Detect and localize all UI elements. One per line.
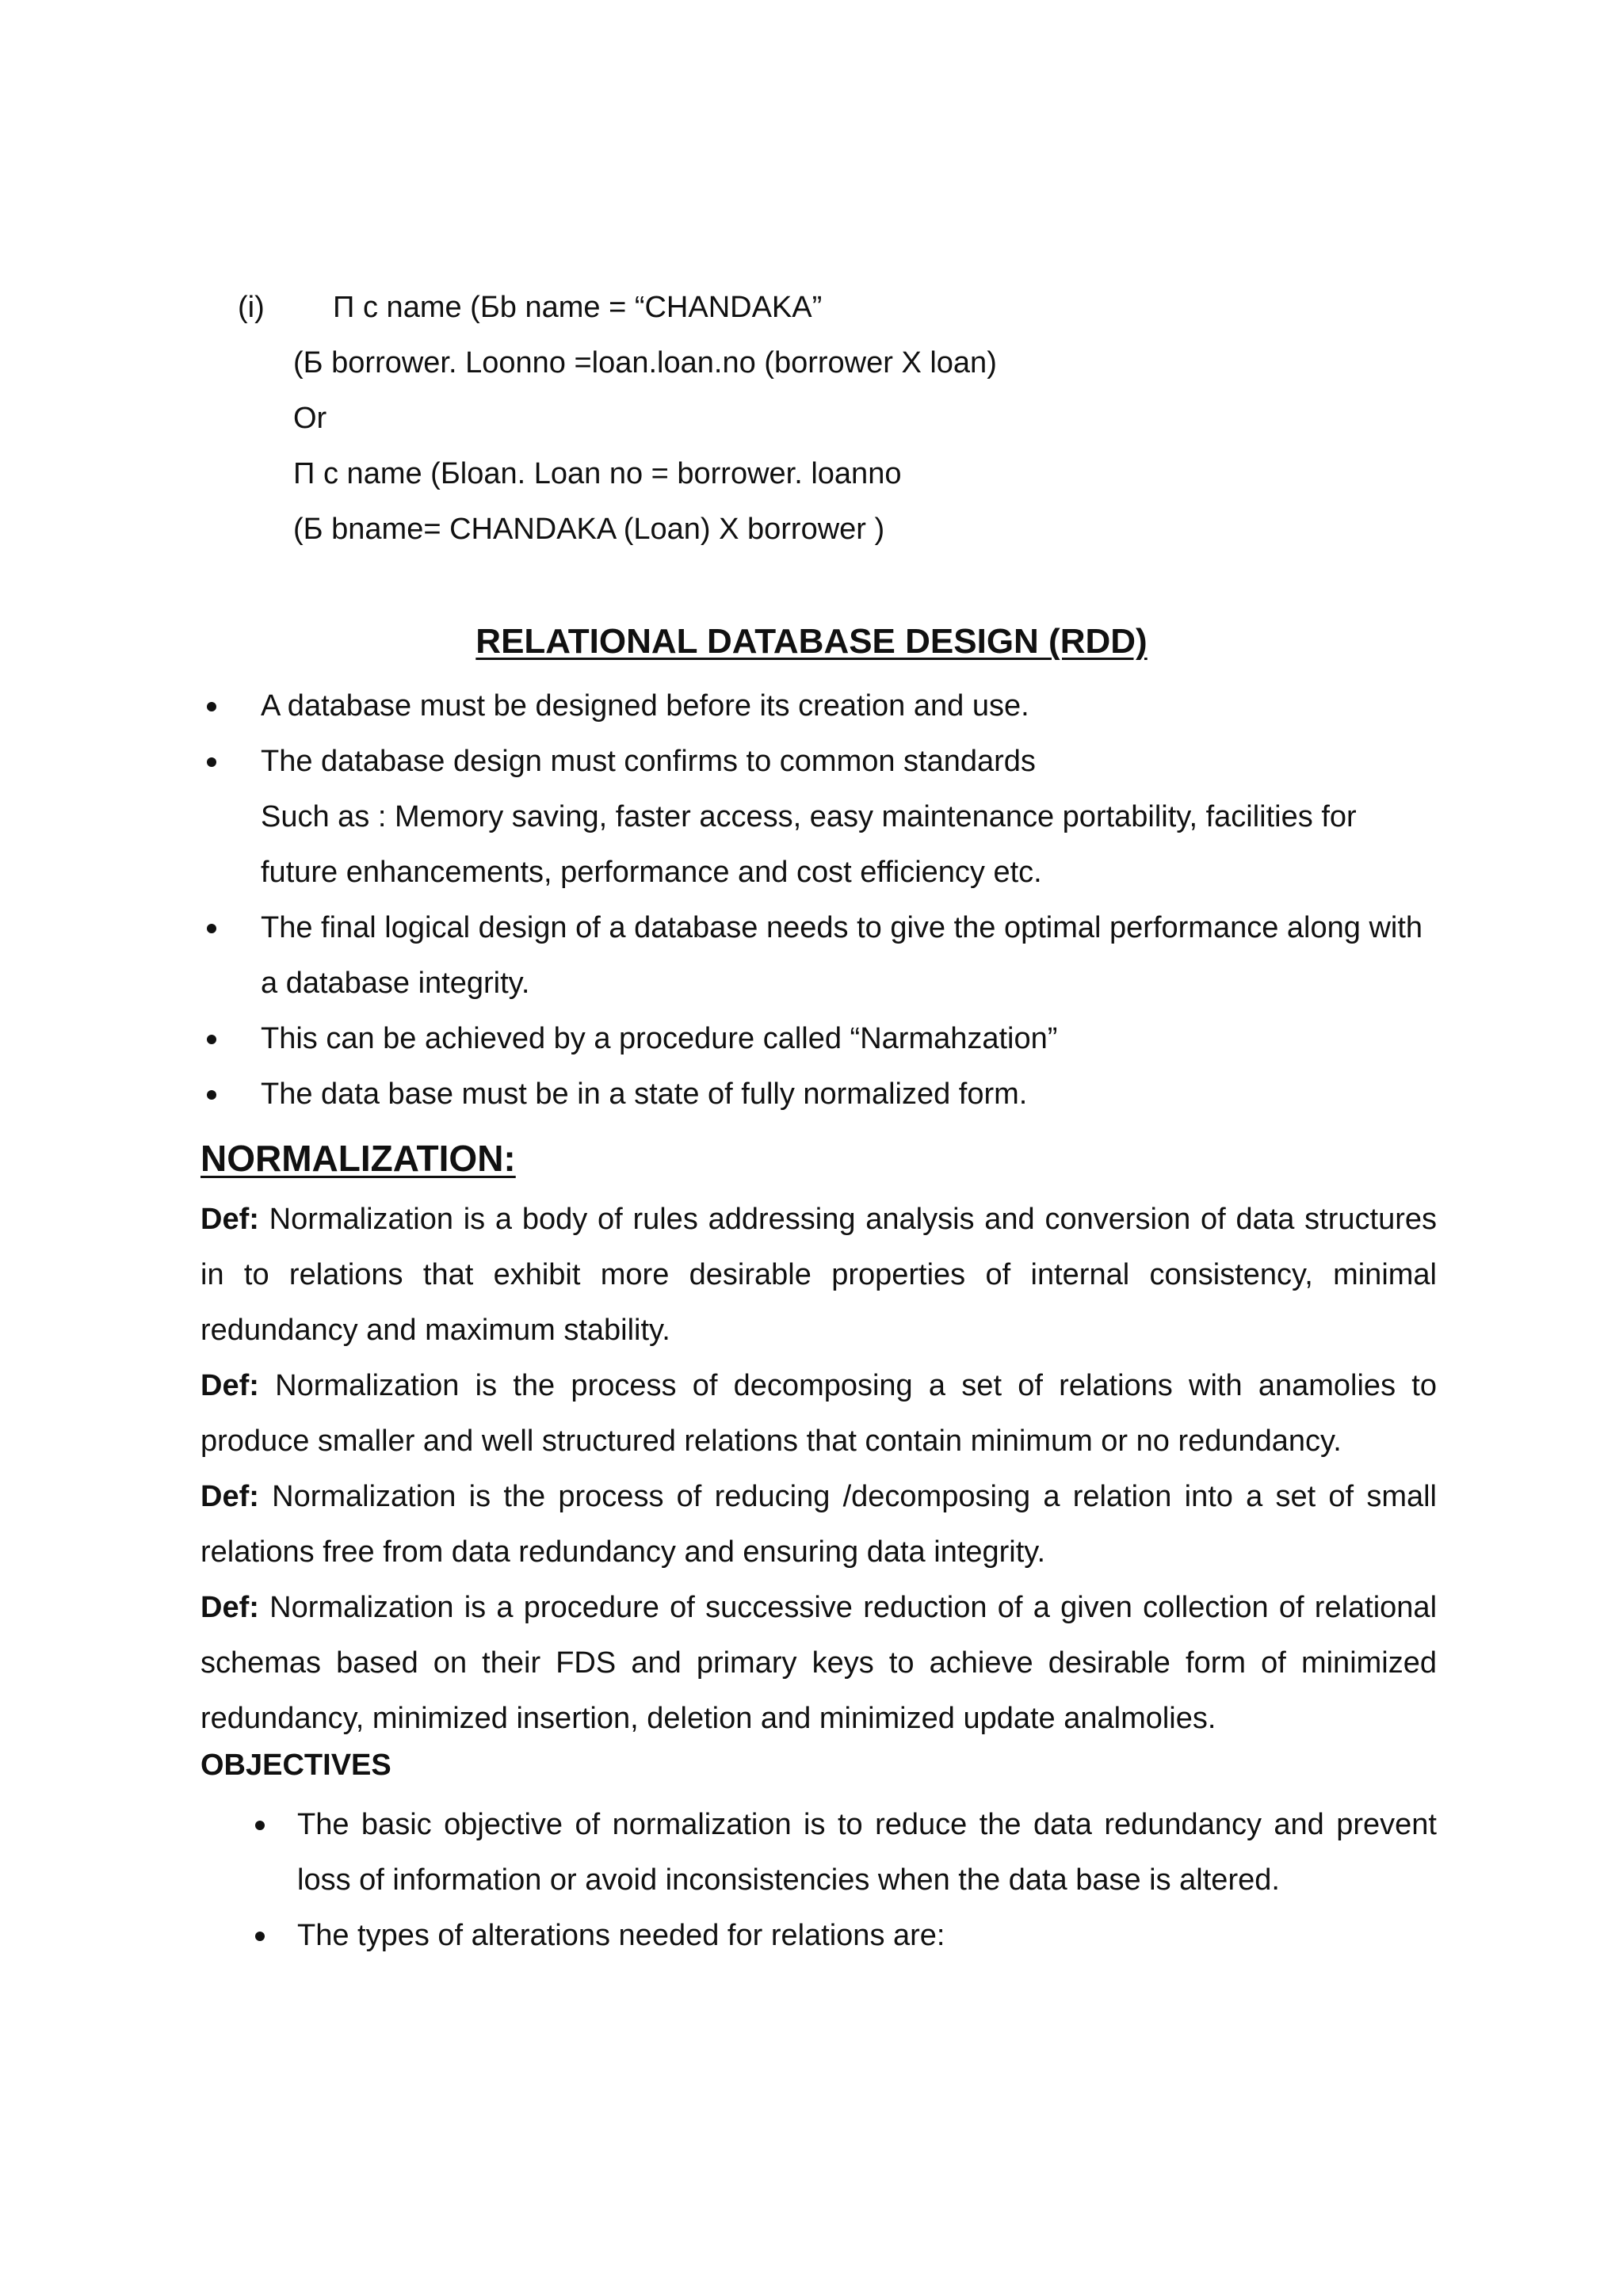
objectives-list — [238, 1797, 1437, 1963]
def-label: Def: — [200, 1203, 259, 1236]
list-item: The types of alterations needed for relations are: — [238, 1908, 1437, 1963]
objectives-heading: OBJECTIVES — [200, 1749, 391, 1782]
list-item: The basic objective of normalization is to reduce the data redundancy and prevent loss of information or avoid inconsistencies when the data base is altered. — [238, 1797, 1437, 1908]
query-text: Π c name (Бb name = “CHANDAKA” — [333, 291, 823, 324]
definition: Def: Normalization is the process of reducing /decomposing a relation into a set of small relations free from data redundancy and ensuring data integrity. — [200, 1480, 1437, 1569]
query-line: (Б bname= CHANDAKA (Loan) X borrower ) — [293, 513, 885, 546]
definition: Def: Normalization is a procedure of successive reduction of a given collection of relational schemas based on their FDS and primary keys to achieve desirable form of minimized redundancy, minimized insertion, deletion and minimized update analmolies. — [200, 1591, 1438, 1735]
query-line: Or — [293, 402, 327, 435]
normalization-heading: NORMALIZATION: — [200, 1138, 516, 1179]
list-item: The final logical design of a database needs to give the optimal performance along with a database integrity. — [200, 900, 1437, 1011]
list-item: This can be achieved by a procedure called “Narmahzation” — [200, 1011, 1437, 1066]
query-label: (i) — [238, 291, 265, 324]
def-label: Def: — [200, 1369, 259, 1402]
rdd-bullet-list — [200, 678, 1437, 1122]
def-label: Def: — [200, 1480, 259, 1513]
definitions — [200, 1192, 1437, 1746]
list-item: A database must be designed before its creation and use. — [200, 678, 1437, 734]
list-item-continuation: Such as : Memory saving, faster access, easy maintenance portability, facilities for future enhancements, performance and cost efficiency etc. — [261, 800, 1357, 889]
query-line: (Б borrower. Loonno =loan.loan.no (borrower X loan) — [293, 346, 997, 379]
definition: Def: Normalization is a body of rules addressing analysis and conversion of data structures in to relations that exhibit more desirable properties of internal consistency, minimal redundancy and maximum stability. — [200, 1203, 1437, 1347]
list-item: The database design must confirms to common standards Such as : Memory saving, faster access, easy maintenance portability, facilities for future enhancements, performance and cost efficiency etc. — [200, 734, 1437, 900]
query-line — [238, 280, 1426, 335]
def-label: Def: — [200, 1591, 259, 1624]
rdd-title: RELATIONAL DATABASE DESIGN (RDD) — [475, 622, 1148, 661]
query-line: Π c name (Бloan. Loan no = borrower. loanno — [293, 457, 902, 490]
definition: Def: Normalization is the process of decomposing a set of relations with anamolies to produce smaller and well structured relations that contain minimum or no redundancy. — [200, 1369, 1438, 1458]
relational-algebra-query — [238, 280, 1426, 557]
list-item: The data base must be in a state of fully normalized form. — [200, 1066, 1437, 1122]
